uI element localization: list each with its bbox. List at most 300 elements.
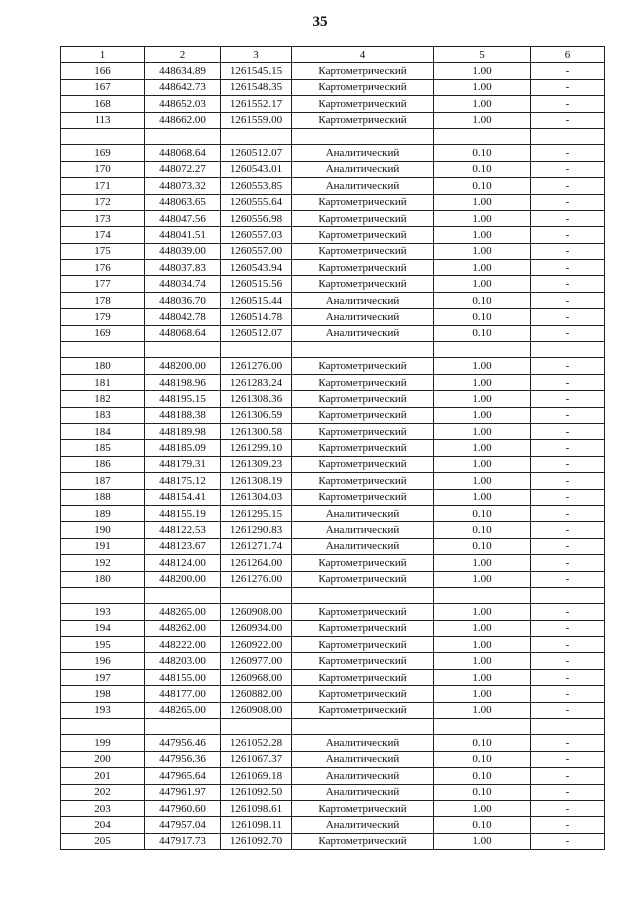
method-cell: Картометрический	[292, 653, 434, 669]
accuracy-cell	[434, 587, 531, 603]
accuracy-cell: 1.00	[434, 374, 531, 390]
accuracy-cell: 0.10	[434, 735, 531, 751]
y-coordinate-cell: 1260555.64	[221, 194, 292, 210]
accuracy-cell: 1.00	[434, 210, 531, 226]
method-cell: Картометрический	[292, 194, 434, 210]
x-coordinate-cell: 447960.60	[145, 800, 221, 816]
point-number-cell: 169	[61, 145, 145, 161]
column-header: 1	[61, 47, 145, 63]
point-number-cell: 183	[61, 407, 145, 423]
description-cell: -	[531, 538, 605, 554]
x-coordinate-cell: 448068.64	[145, 325, 221, 341]
x-coordinate-cell: 448072.27	[145, 161, 221, 177]
page-number: 35	[312, 14, 328, 30]
point-number-cell: 190	[61, 522, 145, 538]
accuracy-cell: 1.00	[434, 407, 531, 423]
method-cell: Аналитический	[292, 817, 434, 833]
table-row	[61, 768, 605, 784]
method-cell: Картометрический	[292, 800, 434, 816]
method-cell: Аналитический	[292, 522, 434, 538]
point-number-cell	[61, 587, 145, 603]
description-cell: -	[531, 669, 605, 685]
x-coordinate-cell: 448039.00	[145, 243, 221, 259]
description-cell: -	[531, 735, 605, 751]
point-number-cell: 176	[61, 260, 145, 276]
method-cell: Аналитический	[292, 784, 434, 800]
separator-row	[61, 719, 605, 735]
method-cell: Картометрический	[292, 473, 434, 489]
y-coordinate-cell: 1260908.00	[221, 604, 292, 620]
point-number-cell: 201	[61, 768, 145, 784]
point-number-cell: 182	[61, 391, 145, 407]
y-coordinate-cell: 1260512.07	[221, 325, 292, 341]
x-coordinate-cell: 448662.00	[145, 112, 221, 128]
x-coordinate-cell: 448262.00	[145, 620, 221, 636]
table-row	[61, 210, 605, 226]
y-coordinate-cell: 1261271.74	[221, 538, 292, 554]
table-row	[61, 637, 605, 653]
method-cell	[292, 342, 434, 358]
accuracy-cell: 1.00	[434, 243, 531, 259]
y-coordinate-cell	[221, 587, 292, 603]
method-cell: Картометрический	[292, 456, 434, 472]
description-cell: -	[531, 260, 605, 276]
column-header: 4	[292, 47, 434, 63]
accuracy-cell: 1.00	[434, 63, 531, 79]
method-cell: Аналитический	[292, 178, 434, 194]
point-number-cell: 198	[61, 686, 145, 702]
x-coordinate-cell: 448634.89	[145, 63, 221, 79]
y-coordinate-cell: 1260882.00	[221, 686, 292, 702]
point-number-cell: 185	[61, 440, 145, 456]
accuracy-cell	[434, 128, 531, 144]
accuracy-cell: 0.10	[434, 817, 531, 833]
description-cell: -	[531, 96, 605, 112]
x-coordinate-cell: 448034.74	[145, 276, 221, 292]
accuracy-cell: 1.00	[434, 440, 531, 456]
y-coordinate-cell: 1261098.11	[221, 817, 292, 833]
description-cell: -	[531, 325, 605, 341]
y-coordinate-cell	[221, 128, 292, 144]
table-row	[61, 653, 605, 669]
point-number-cell: 180	[61, 358, 145, 374]
method-cell: Картометрический	[292, 423, 434, 439]
method-cell: Картометрический	[292, 358, 434, 374]
accuracy-cell: 1.00	[434, 800, 531, 816]
accuracy-cell: 1.00	[434, 194, 531, 210]
column-header: 2	[145, 47, 221, 63]
accuracy-cell: 1.00	[434, 489, 531, 505]
x-coordinate-cell: 448047.56	[145, 210, 221, 226]
y-coordinate-cell: 1261299.10	[221, 440, 292, 456]
column-header: 6	[531, 47, 605, 63]
y-coordinate-cell: 1260515.44	[221, 292, 292, 308]
accuracy-cell: 0.10	[434, 325, 531, 341]
table-row	[61, 178, 605, 194]
table-row	[61, 227, 605, 243]
point-number-cell: 113	[61, 112, 145, 128]
method-cell: Картометрический	[292, 489, 434, 505]
table-row	[61, 620, 605, 636]
method-cell: Аналитический	[292, 768, 434, 784]
point-number-cell: 186	[61, 456, 145, 472]
x-coordinate-cell: 448037.83	[145, 260, 221, 276]
accuracy-cell: 1.00	[434, 79, 531, 95]
table-body	[61, 63, 605, 850]
x-coordinate-cell: 448036.70	[145, 292, 221, 308]
accuracy-cell: 0.10	[434, 145, 531, 161]
table-row	[61, 243, 605, 259]
table-row	[61, 194, 605, 210]
y-coordinate-cell: 1260557.03	[221, 227, 292, 243]
accuracy-cell	[434, 342, 531, 358]
x-coordinate-cell: 448175.12	[145, 473, 221, 489]
x-coordinate-cell: 448652.03	[145, 96, 221, 112]
table-row	[61, 833, 605, 849]
table-row	[61, 374, 605, 390]
method-cell: Картометрический	[292, 210, 434, 226]
point-number-cell: 193	[61, 604, 145, 620]
point-number-cell: 205	[61, 833, 145, 849]
x-coordinate-cell: 448222.00	[145, 637, 221, 653]
separator-row	[61, 342, 605, 358]
description-cell: -	[531, 571, 605, 587]
point-number-cell: 191	[61, 538, 145, 554]
accuracy-cell: 0.10	[434, 768, 531, 784]
x-coordinate-cell: 448177.00	[145, 686, 221, 702]
accuracy-cell: 1.00	[434, 555, 531, 571]
x-coordinate-cell: 448200.00	[145, 358, 221, 374]
table-row	[61, 358, 605, 374]
x-coordinate-cell	[145, 587, 221, 603]
method-cell: Картометрический	[292, 227, 434, 243]
table-row	[61, 489, 605, 505]
method-cell: Аналитический	[292, 751, 434, 767]
table-row	[61, 800, 605, 816]
point-number-cell: 177	[61, 276, 145, 292]
x-coordinate-cell	[145, 128, 221, 144]
table-row	[61, 260, 605, 276]
method-cell: Картометрический	[292, 637, 434, 653]
table-row	[61, 79, 605, 95]
x-coordinate-cell: 447956.36	[145, 751, 221, 767]
description-cell: -	[531, 309, 605, 325]
y-coordinate-cell: 1260543.01	[221, 161, 292, 177]
method-cell	[292, 128, 434, 144]
x-coordinate-cell	[145, 719, 221, 735]
x-coordinate-cell: 448200.00	[145, 571, 221, 587]
y-coordinate-cell: 1261308.19	[221, 473, 292, 489]
method-cell: Картометрический	[292, 702, 434, 718]
description-cell: -	[531, 79, 605, 95]
description-cell: -	[531, 833, 605, 849]
method-cell: Аналитический	[292, 145, 434, 161]
x-coordinate-cell: 448642.73	[145, 79, 221, 95]
coordinates-table	[60, 46, 605, 850]
y-coordinate-cell: 1261264.00	[221, 555, 292, 571]
accuracy-cell: 0.10	[434, 505, 531, 521]
y-coordinate-cell: 1261306.59	[221, 407, 292, 423]
point-number-cell: 180	[61, 571, 145, 587]
separator-row	[61, 128, 605, 144]
table-row	[61, 456, 605, 472]
accuracy-cell: 1.00	[434, 227, 531, 243]
method-cell	[292, 719, 434, 735]
x-coordinate-cell: 448188.38	[145, 407, 221, 423]
method-cell: Аналитический	[292, 309, 434, 325]
accuracy-cell: 0.10	[434, 309, 531, 325]
description-cell: -	[531, 653, 605, 669]
y-coordinate-cell: 1260968.00	[221, 669, 292, 685]
y-coordinate-cell: 1260908.00	[221, 702, 292, 718]
table-row	[61, 669, 605, 685]
table-header-row	[61, 47, 605, 63]
point-number-cell: 194	[61, 620, 145, 636]
method-cell: Картометрический	[292, 407, 434, 423]
y-coordinate-cell: 1261290.83	[221, 522, 292, 538]
method-cell	[292, 587, 434, 603]
table-row	[61, 292, 605, 308]
y-coordinate-cell: 1261304.03	[221, 489, 292, 505]
accuracy-cell	[434, 719, 531, 735]
description-cell	[531, 128, 605, 144]
method-cell: Картометрический	[292, 686, 434, 702]
x-coordinate-cell: 448124.00	[145, 555, 221, 571]
accuracy-cell: 1.00	[434, 358, 531, 374]
x-coordinate-cell: 448063.65	[145, 194, 221, 210]
accuracy-cell: 0.10	[434, 178, 531, 194]
point-number-cell: 167	[61, 79, 145, 95]
y-coordinate-cell: 1260553.85	[221, 178, 292, 194]
y-coordinate-cell: 1261098.61	[221, 800, 292, 816]
method-cell: Картометрический	[292, 79, 434, 95]
x-coordinate-cell: 447957.04	[145, 817, 221, 833]
table-row	[61, 686, 605, 702]
method-cell: Аналитический	[292, 161, 434, 177]
point-number-cell: 184	[61, 423, 145, 439]
point-number-cell: 204	[61, 817, 145, 833]
method-cell: Аналитический	[292, 325, 434, 341]
table-row	[61, 702, 605, 718]
description-cell: -	[531, 292, 605, 308]
description-cell: -	[531, 456, 605, 472]
y-coordinate-cell: 1260977.00	[221, 653, 292, 669]
description-cell: -	[531, 751, 605, 767]
table-row	[61, 522, 605, 538]
y-coordinate-cell: 1261092.50	[221, 784, 292, 800]
table-row	[61, 604, 605, 620]
accuracy-cell: 1.00	[434, 604, 531, 620]
method-cell: Картометрический	[292, 260, 434, 276]
accuracy-cell: 1.00	[434, 96, 531, 112]
description-cell: -	[531, 702, 605, 718]
y-coordinate-cell: 1261295.15	[221, 505, 292, 521]
description-cell: -	[531, 391, 605, 407]
method-cell: Картометрический	[292, 571, 434, 587]
method-cell: Картометрический	[292, 374, 434, 390]
accuracy-cell: 1.00	[434, 456, 531, 472]
point-number-cell: 174	[61, 227, 145, 243]
description-cell: -	[531, 210, 605, 226]
method-cell: Картометрический	[292, 440, 434, 456]
point-number-cell	[61, 342, 145, 358]
point-number-cell: 196	[61, 653, 145, 669]
description-cell: -	[531, 522, 605, 538]
accuracy-cell: 1.00	[434, 686, 531, 702]
method-cell: Аналитический	[292, 538, 434, 554]
method-cell: Картометрический	[292, 96, 434, 112]
column-header: 3	[221, 47, 292, 63]
point-number-cell: 197	[61, 669, 145, 685]
x-coordinate-cell: 447965.64	[145, 768, 221, 784]
description-cell: -	[531, 768, 605, 784]
table-row	[61, 784, 605, 800]
description-cell: -	[531, 112, 605, 128]
x-coordinate-cell: 447917.73	[145, 833, 221, 849]
y-coordinate-cell	[221, 342, 292, 358]
accuracy-cell: 1.00	[434, 423, 531, 439]
point-number-cell: 200	[61, 751, 145, 767]
point-number-cell: 172	[61, 194, 145, 210]
description-cell: -	[531, 440, 605, 456]
point-number-cell: 193	[61, 702, 145, 718]
table-row	[61, 145, 605, 161]
description-cell: -	[531, 555, 605, 571]
accuracy-cell: 1.00	[434, 653, 531, 669]
accuracy-cell: 1.00	[434, 276, 531, 292]
x-coordinate-cell: 448198.96	[145, 374, 221, 390]
description-cell: -	[531, 178, 605, 194]
point-number-cell: 175	[61, 243, 145, 259]
point-number-cell: 192	[61, 555, 145, 571]
y-coordinate-cell: 1260922.00	[221, 637, 292, 653]
table-row	[61, 538, 605, 554]
description-cell	[531, 719, 605, 735]
y-coordinate-cell: 1261552.17	[221, 96, 292, 112]
description-cell: -	[531, 604, 605, 620]
point-number-cell: 189	[61, 505, 145, 521]
x-coordinate-cell: 448265.00	[145, 702, 221, 718]
accuracy-cell: 0.10	[434, 522, 531, 538]
accuracy-cell: 0.10	[434, 784, 531, 800]
method-cell: Картометрический	[292, 620, 434, 636]
x-coordinate-cell: 448155.19	[145, 505, 221, 521]
table-row	[61, 96, 605, 112]
y-coordinate-cell: 1261052.28	[221, 735, 292, 751]
y-coordinate-cell: 1261276.00	[221, 358, 292, 374]
point-number-cell: 169	[61, 325, 145, 341]
accuracy-cell: 1.00	[434, 571, 531, 587]
description-cell: -	[531, 145, 605, 161]
point-number-cell: 195	[61, 637, 145, 653]
table-row	[61, 423, 605, 439]
x-coordinate-cell: 448265.00	[145, 604, 221, 620]
table-row	[61, 735, 605, 751]
method-cell: Аналитический	[292, 292, 434, 308]
description-cell: -	[531, 505, 605, 521]
y-coordinate-cell	[221, 719, 292, 735]
description-cell: -	[531, 620, 605, 636]
table-row	[61, 161, 605, 177]
x-coordinate-cell	[145, 342, 221, 358]
accuracy-cell: 1.00	[434, 637, 531, 653]
method-cell: Аналитический	[292, 735, 434, 751]
y-coordinate-cell: 1261069.18	[221, 768, 292, 784]
description-cell: -	[531, 63, 605, 79]
description-cell: -	[531, 489, 605, 505]
table-row	[61, 276, 605, 292]
column-header: 5	[434, 47, 531, 63]
y-coordinate-cell: 1261067.37	[221, 751, 292, 767]
y-coordinate-cell: 1260514.78	[221, 309, 292, 325]
separator-row	[61, 587, 605, 603]
description-cell: -	[531, 227, 605, 243]
table-row	[61, 309, 605, 325]
accuracy-cell: 1.00	[434, 669, 531, 685]
y-coordinate-cell: 1260512.07	[221, 145, 292, 161]
point-number-cell: 199	[61, 735, 145, 751]
y-coordinate-cell: 1261559.00	[221, 112, 292, 128]
y-coordinate-cell: 1261545.15	[221, 63, 292, 79]
table-row	[61, 571, 605, 587]
description-cell: -	[531, 243, 605, 259]
method-cell: Картометрический	[292, 555, 434, 571]
point-number-cell	[61, 719, 145, 735]
method-cell: Аналитический	[292, 505, 434, 521]
accuracy-cell: 0.10	[434, 538, 531, 554]
method-cell: Картометрический	[292, 391, 434, 407]
y-coordinate-cell: 1261092.70	[221, 833, 292, 849]
x-coordinate-cell: 448189.98	[145, 423, 221, 439]
y-coordinate-cell: 1261309.23	[221, 456, 292, 472]
method-cell: Картометрический	[292, 63, 434, 79]
x-coordinate-cell: 448042.78	[145, 309, 221, 325]
x-coordinate-cell: 447956.46	[145, 735, 221, 751]
y-coordinate-cell: 1260934.00	[221, 620, 292, 636]
point-number-cell: 179	[61, 309, 145, 325]
table-row	[61, 751, 605, 767]
x-coordinate-cell: 448155.00	[145, 669, 221, 685]
description-cell: -	[531, 423, 605, 439]
description-cell: -	[531, 686, 605, 702]
description-cell: -	[531, 784, 605, 800]
table-row	[61, 407, 605, 423]
point-number-cell: 187	[61, 473, 145, 489]
y-coordinate-cell: 1260556.98	[221, 210, 292, 226]
accuracy-cell: 1.00	[434, 620, 531, 636]
method-cell: Картометрический	[292, 669, 434, 685]
accuracy-cell: 1.00	[434, 260, 531, 276]
accuracy-cell: 1.00	[434, 702, 531, 718]
description-cell: -	[531, 637, 605, 653]
point-number-cell: 178	[61, 292, 145, 308]
point-number-cell	[61, 128, 145, 144]
description-cell: -	[531, 194, 605, 210]
y-coordinate-cell: 1261548.35	[221, 79, 292, 95]
x-coordinate-cell: 448154.41	[145, 489, 221, 505]
point-number-cell: 171	[61, 178, 145, 194]
table-row	[61, 112, 605, 128]
y-coordinate-cell: 1260543.94	[221, 260, 292, 276]
description-cell: -	[531, 358, 605, 374]
description-cell: -	[531, 276, 605, 292]
table-row	[61, 555, 605, 571]
table-row	[61, 440, 605, 456]
x-coordinate-cell: 448203.00	[145, 653, 221, 669]
method-cell: Картометрический	[292, 276, 434, 292]
y-coordinate-cell: 1260557.00	[221, 243, 292, 259]
table-row	[61, 473, 605, 489]
